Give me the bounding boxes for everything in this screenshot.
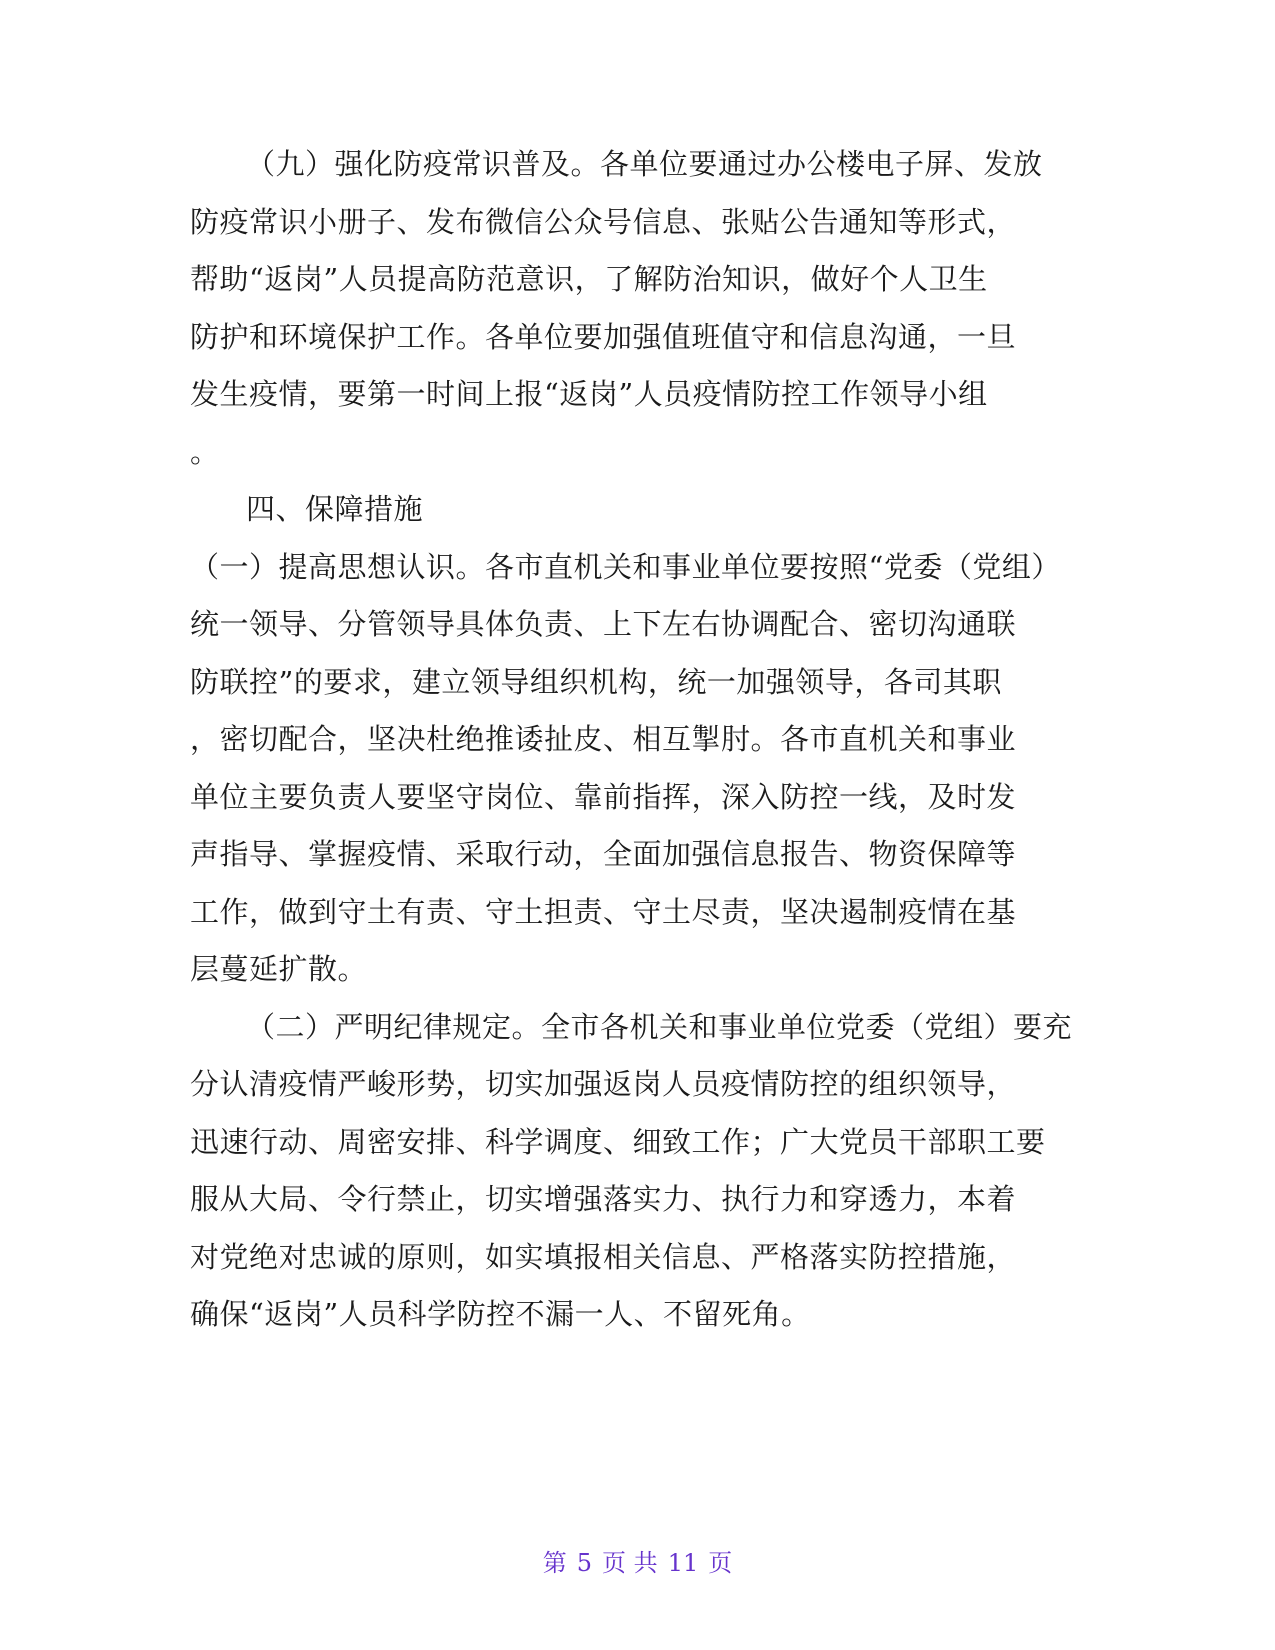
total-pages-number: 11 (667, 1549, 699, 1577)
footer-middle: 页 共 (602, 1549, 658, 1577)
text-line: 层蔓延扩散。 (190, 952, 368, 986)
text-line: 工作，做到守土有责、守土担责、守土尽责，坚决遏制疫情在基 (190, 895, 1017, 929)
text-line: 对党绝对忠诚的原则，如实填报相关信息、严格落实防控措施， (190, 1240, 1017, 1274)
text-line: 服从大局、令行禁止，切实增强落实力、执行力和穿透力，本着 (190, 1182, 1017, 1216)
section-heading: 四、保障措施 (246, 492, 424, 526)
current-page-number: 5 (576, 1549, 593, 1577)
text-line: ，密切配合，坚决杜绝推诿扯皮、相互掣肘。各市直机关和事业 (190, 722, 1017, 756)
text-line: （九）强化防疫常识普及。各单位要通过办公楼电子屏、发放 (246, 147, 1043, 181)
text-line: （二）严明纪律规定。全市各机关和事业单位党委（党组）要充 (246, 1010, 1073, 1044)
text-line: 。 (190, 435, 220, 469)
text-line: （一）提高思想认识。各市直机关和事业单位要按照“党委（党组） (190, 550, 1061, 584)
text-line: 分认清疫情严峻形势，切实加强返岗人员疫情防控的组织领导， (190, 1067, 1017, 1101)
text-line: 防疫常识小册子、发布微信公众号信息、张贴公告通知等形式， (190, 205, 1017, 239)
text-line: 迅速行动、周密安排、科学调度、细致工作；广大党员干部职工要 (190, 1125, 1046, 1159)
text-line: 帮助“返岗”人员提高防范意识，了解防治知识，做好个人卫生 (190, 262, 988, 296)
text-line: 确保“返岗”人员科学防控不漏一人、不留死角。 (190, 1297, 811, 1331)
footer-prefix: 第 (542, 1549, 567, 1577)
text-line: 发生疫情，要第一时间上报“返岗”人员疫情防控工作领导小组 (190, 377, 988, 411)
text-line: 防联控”的要求，建立领导组织机构，统一加强领导，各司其职 (190, 665, 1002, 699)
text-line: 单位主要负责人要坚守岗位、靠前指挥，深入防控一线，及时发 (190, 780, 1017, 814)
page-footer (0, 1548, 1275, 1578)
text-line: 统一领导、分管领导具体负责、上下左右协调配合、密切沟通联 (190, 607, 1017, 641)
text-line: 声指导、掌握疫情、采取行动，全面加强信息报告、物资保障等 (190, 837, 1017, 871)
text-line: 防护和环境保护工作。各单位要加强值班值守和信息沟通，一旦 (190, 320, 1017, 354)
footer-suffix: 页 (708, 1549, 733, 1577)
